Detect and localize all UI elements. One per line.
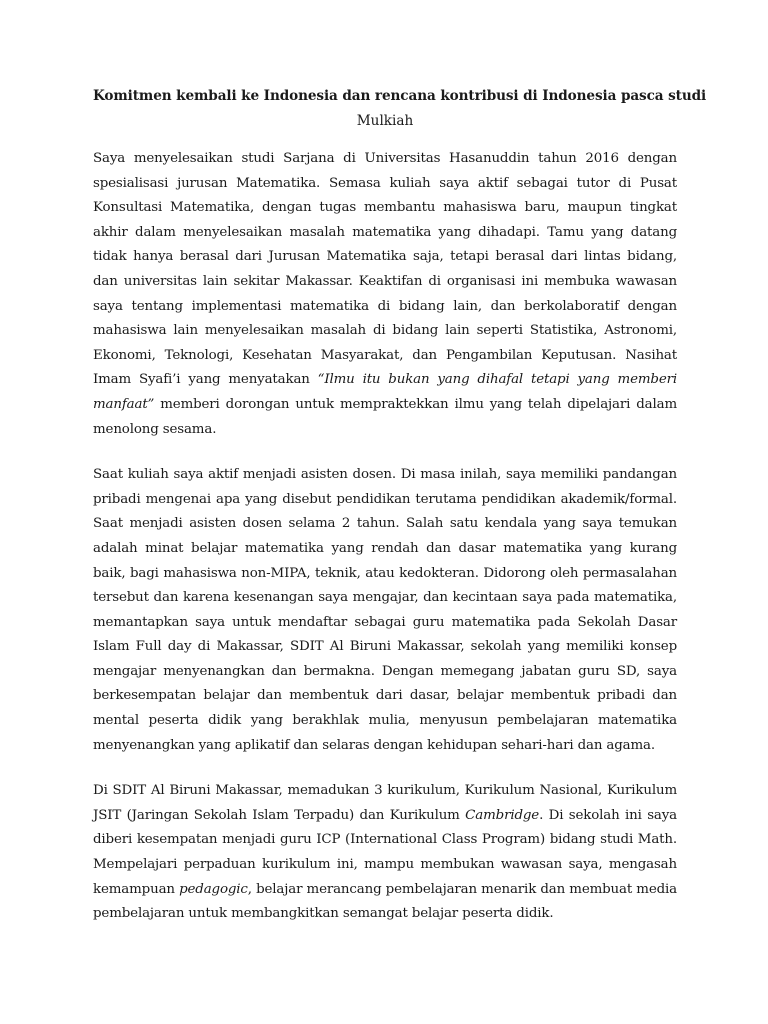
text-segment: . Di sekolah ini saya diberi kesempatan menjadi guru ICP (International Class Program) bidang studi Math. Mempelajari perpaduan kurikulum ini, mampu membukan wawasan saya, mengasah kemampuan [93,807,678,897]
paragraph-2 [93,463,677,758]
document-title: Komitmen kembali ke Indonesia dan rencana kontribusi di Indonesia pasca studi [93,88,707,104]
italic-quote: “Ilmu itu bukan yang dihafal tetapi yang memberi manfaat” [93,372,677,412]
italic-term: pedagogic [179,881,248,897]
text-segment: Di SDIT Al Biruni Makassar, memadukan 3 kurikulum, Kurikulum Nasional, Kurikulum JSIT (Jaringan Sekolah Islam Terpadu) dan Kurikulum [93,783,677,823]
text-segment: , belajar merancang pembelajaran menarik dan membuat media pembelajaran untuk membangkitkan semangat belajar peserta didik. [93,881,678,922]
text-segment: memberi dorongan untuk mempraktekkan ilmu yang telah dipelajari dalam menolong sesama. [93,396,677,437]
paragraph-1 [93,147,677,442]
document-author: Mulkiah [356,113,414,129]
document-page [93,84,707,948]
text-segment: Saya menyelesaikan studi Sarjana di Universitas Hasanuddin tahun 2016 dengan spesialisasi jurusan Matematika. Semasa kuliah saya aktif sebagai tutor di Pusat Konsultasi Matematika, dengan tugas membantu mahasiswa baru, maupun tingkat akhir dalam menyelesaikan masalah matematika yang dihadapi. Tamu yang datang tidak hanya berasal dari Jurusan Matematika saja, tetapi berasal dari lintas bidang, dan universitas lain sekitar Makassar. Keaktifan di organisasi ini membuka wawasan saya tentang implementasi matematika di bidang lain, dan berkolaboratif dengan mahasiswa lain menyelesaikan masalah di bidang lain seperti Statistika, Astronomi, Ekonomi, Teknologi, Kesehatan Masyarakat, dan Pengambilan Keputusan. Nasihat Imam Syafi’i yang menyatakan [93,151,677,388]
italic-term: Cambridge [465,807,540,823]
paragraph-3 [93,779,677,927]
text-segment: Saat kuliah saya aktif menjadi asisten dosen. Di masa inilah, saya memiliki pandangan pribadi mengenai apa yang disebut pendidikan terutama pendidikan akademik/formal. Saat menjadi asisten dosen selama 2 tahun. Salah satu kendala yang saya temukan adalah minat belajar matematika yang rendah dan dasar matematika yang kurang baik, bagi mahasiswa non-MIPA, teknik, atau kedokteran. Didorong oleh permasalahan tersebut dan karena kesenangan saya mengajar, dan kecintaan saya pada matematika, memantapkan saya untuk mendaftar sebagai guru matematika pada Sekolah Dasar Islam Full day di Makassar, SDIT Al Biruni Makassar, sekolah yang memiliki konsep mengajar menyenangkan dan bermakna. Dengan memegang jabatan guru SD, saya berkesempatan belajar dan membentuk dari dasar, belajar membentuk pribadi dan mental peserta didik yang berakhlak mulia, menyusun pembelajaran matematika menyenangkan yang aplikatif dan selaras dengan kehidupan sehari-hari dan agama. [93,467,677,753]
